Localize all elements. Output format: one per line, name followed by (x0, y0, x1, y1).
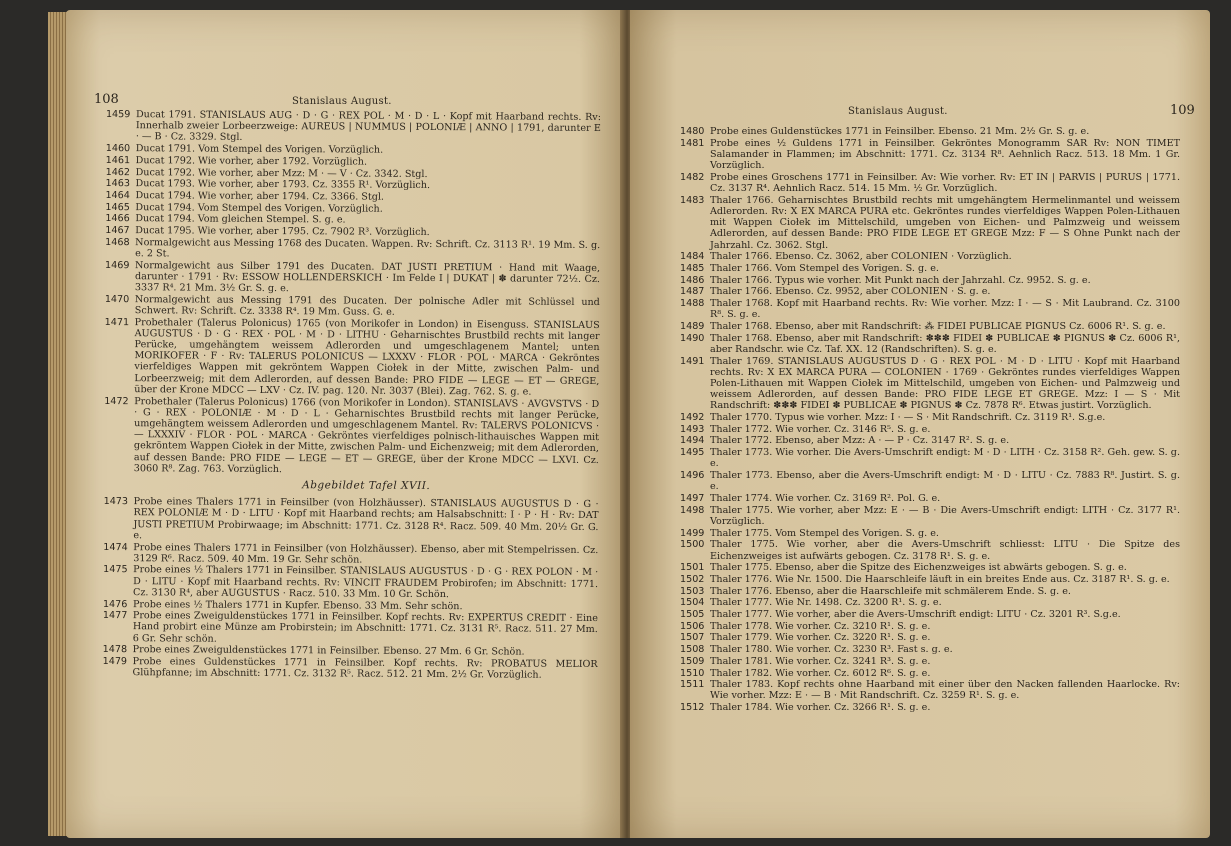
catalog-entry (680, 505, 1180, 527)
entry-number: 1500 (680, 539, 705, 551)
catalog-entry (680, 251, 1180, 262)
entry-number: 1469 (105, 259, 130, 271)
catalog-entry (680, 597, 1180, 608)
catalog-entry (680, 562, 1180, 573)
catalog-entry (680, 702, 1180, 713)
entry-text: Thaler 1766. Ebenso. Cz. 9952, aber COLONIEN · S. g. e. (710, 286, 991, 298)
entry-text: Thaler 1774. Wie vorher. Cz. 3169 R². Pol. G. e. (710, 493, 941, 504)
catalog-entry (680, 424, 1180, 435)
entry-text: Thaler 1776. Wie Nr. 1500. Die Haarschleife läuft in ein breites Ende aus. Cz. 3187 R¹. S. g. e. (710, 573, 1170, 585)
catalog-entry (680, 275, 1180, 286)
entry-text: Ducat 1791. STANISLAUS AUG · D · G · REX POL · M · D · L · Kopf mit Haarband rechts. Rv: Innerhalb zweier Lorbeerzweige: AUREUS | NUMMUS | POLONIÆ | ANNO | 1791, darunter E · — B · Cz. 3329. Stgl. (135, 109, 601, 144)
catalog-entry (680, 574, 1180, 585)
entry-text: Probe eines ½ Thalers 1771 in Kupfer. Ebenso. 33 Mm. Sehr schön. (132, 598, 463, 612)
catalog-entry (105, 237, 600, 262)
catalog-entry (680, 493, 1180, 504)
entry-text: Thaler 1766. Vom Stempel des Vorigen. S. g. e. (710, 262, 939, 274)
left-entry-list (103, 109, 601, 682)
entry-number: 1494 (680, 435, 705, 447)
catalog-entry (104, 317, 599, 398)
entry-number: 1506 (680, 620, 705, 632)
entry-text: Ducat 1792. Wie vorher, aber 1792. Vorzüglich. (135, 154, 368, 168)
entry-text: Ducat 1791. Vom Stempel des Vorigen. Vorzüglich. (135, 143, 384, 156)
catalog-entry (680, 609, 1180, 620)
entry-text: Thaler 1776. Ebenso, aber die Haarschleife mit schmälerem Ende. S. g. e. (710, 585, 1071, 597)
entry-number: 1476 (102, 598, 128, 610)
catalog-entry (680, 539, 1180, 561)
entry-number: 1510 (680, 667, 705, 679)
entry-text: Thaler 1781. Wie vorher. Cz. 3241 R³. S. g. e. (710, 655, 931, 667)
catalog-entry (680, 412, 1180, 423)
entry-text: Thaler 1772. Wie vorher. Cz. 3146 R⁵. S. g. e. (710, 423, 931, 435)
entry-number: 1468 (105, 236, 130, 248)
catalog-entry (680, 286, 1180, 297)
entry-number: 1493 (680, 423, 705, 435)
catalog-entry (680, 126, 1180, 137)
catalog-entry (103, 564, 598, 601)
catalog-entry (680, 172, 1180, 194)
plate-caption: Abgebildet Tafel XVII. (302, 479, 431, 492)
entry-number: 1498 (680, 504, 705, 516)
catalog-entry (680, 447, 1180, 469)
catalog-entry (680, 298, 1180, 320)
catalog-entry (105, 294, 600, 319)
entry-number: 1477 (102, 610, 128, 622)
entry-number: 1470 (104, 293, 130, 305)
entry-number: 1459 (105, 109, 131, 121)
entry-number: 1472 (104, 395, 129, 407)
entry-text: Thaler 1775. Wie vorher, aber die Avers-Umschrift schliesst: LITU · Die Spitze des Eichenzweiges ist aufwärts gebogen. Cz. 3178 R¹. S. g. e. (710, 539, 1180, 562)
entry-text: Normalgewicht aus Messing 1791 des Ducaten. Der polnische Adler mit Schlüssel und Schwert. Rv: Schrift. Cz. 3338 R⁴. 19 Mm. Guss. G. e. (134, 293, 600, 318)
right-page-number: 109 (1170, 103, 1195, 118)
entry-text: Probe eines Guldenstückes 1771 in Feinsilber. Kopf rechts. Rv: PROBATUS MELIOR Glühpfanne; im Abschnitt: 1771. Cz. 3132 R⁵. Racz. 512. 21 Mm. 2½ Gr. Vorzüglich. (132, 656, 598, 681)
catalog-entry (103, 542, 598, 567)
catalog-entry (680, 356, 1180, 412)
entry-number: 1463 (105, 178, 130, 190)
entry-text: Probethaler (Talerus Polonicus) 1766 (von Morikofer in London). STANISLAVS · AVGVSTVS · D · G · REX · POLONIÆ · M · D · L · Geharnischtes Brustbild rechts mit langer Perücke, umgehängtem weissem Adlerorden und umgeschlagenem Mantel. Rv: TALERVS POLONICVS · — LXXXIV · FLOR · POL · MARCA · Gekröntes vierfeldiges polnisch-lithauisches Wappen mit gekröntem Wappen Ciołek in der Mitte, zwischen Palm- und Eichenzweig; mit dem Adlerorden, auf dessen Bande: PRO FIDE — LEGE — ET — GREGE, über der Krone MDCC — LXVI. Cz. 3060 R⁸. Zag. 763. Vorzüglich. (133, 395, 600, 475)
entry-number: 1508 (680, 644, 705, 656)
entry-text: Thaler 1782. Wie vorher. Cz. 6012 R⁶. S. g. e. (710, 667, 931, 679)
entry-number: 1485 (680, 262, 705, 274)
catalog-entry (680, 263, 1180, 274)
catalog-entry (106, 109, 601, 146)
entry-number: 1496 (680, 470, 705, 482)
entry-text: Probe eines Zweiguldenstückes 1771 in Feinsilber. Kopf rechts. Rv: EXPERTUS CREDIT · Eine Hand probirt eine Münze am Probirstein; im Abschnitt: 1771. Cz. 3131 R⁵. Racz. 511. 27 Mm. 6 Gr. Sehr schön. (132, 610, 598, 645)
entry-text: Thaler 1773. Wie vorher. Die Avers-Umschrift endigt: M · D · LITH · Cz. 3158 R². Geh. gew. S. g. e. (710, 447, 1180, 470)
catalog-entry (103, 496, 598, 544)
right-running-head: Stanislaus August. (848, 106, 948, 117)
entry-number: 1501 (680, 562, 705, 574)
entry-text: Thaler 1769. STANISLAUS AUGUSTUS D · G · REX POL · M · D · LITU · Kopf mit Haarband rechts. Rv: X EX MARCA PURA — COLONIEN · 1769 · Gekröntes rundes vierfeldiges Wappen Polen-Lithauen mit Wappen Ciołek im Mittelschild, umgeben von Eichen- und Palmzweig und weissem Adlerorden, auf dessen Bande: PRO FIDE LEGE ET GREGE. Mzz: I — S · Mit Randschrift: ✽✽✽ FIDEI ✽ PUBLICAE ✽ PIGNUS ✽ Cz. 7878 R⁶. Etwas justirt. Vorzüglich. (710, 355, 1180, 412)
entry-number: 1499 (680, 527, 705, 539)
entry-text: Thaler 1766. Typus wie vorher. Mit Punkt nach der Jahrzahl. Cz. 9952. S. g. e. (710, 274, 1091, 286)
entry-text: Ducat 1794. Vom Stempel des Vorigen. Vorzüglich. (135, 201, 383, 215)
right-page (630, 10, 1210, 838)
entry-number: 1462 (105, 166, 131, 178)
entry-text: Thaler 1775. Wie vorher, aber Mzz: E · — B · Die Avers-Umschrift endigt: LITH · Cz. 3177 R¹. Vorzüglich. (710, 504, 1180, 527)
entry-number: 1495 (680, 447, 705, 459)
catalog-entry (680, 656, 1180, 667)
entry-text: Thaler 1777. Wie vorher, aber die Avers-Umschrift endigt: LITU · Cz. 3201 R³. S.g.e. (710, 609, 1121, 621)
entry-text: Ducat 1795. Wie vorher, aber 1795. Cz. 7902 R³. Vorzüglich. (135, 225, 430, 239)
entry-number: 1490 (680, 332, 705, 344)
entry-number: 1491 (680, 355, 705, 367)
entry-number: 1507 (680, 632, 705, 644)
entry-text: Thaler 1777. Wie Nr. 1498. Cz. 3200 R¹. S. g. e. (710, 597, 942, 609)
entry-number: 1464 (105, 189, 130, 202)
right-entry-list (680, 126, 1180, 714)
entry-text: Thaler 1770. Typus wie vorher. Mzz: I · — S · Mit Randschrift. Cz. 3119 R¹. S.g.e. (710, 412, 1106, 424)
entry-text: Ducat 1792. Wie vorher, aber Mzz: M · — V · Cz. 3342. Stgl. (135, 166, 428, 180)
left-page-number: 108 (94, 92, 119, 107)
entry-number: 1489 (680, 320, 705, 332)
catalog-entry (680, 333, 1180, 355)
entry-number: 1475 (103, 564, 128, 576)
catalog-entry (680, 668, 1180, 679)
entry-text: Probethaler (Talerus Polonicus) 1765 (von Morikofer in London) in Eisenguss. STANISLAUS AUGUSTUS · D · G · REX · POL · M · D · LITHU · Geharnischtes Brustbild rechts mit langer Perücke, umgehängtem weissem Adlerorden und umgeschlagenem Mantel; unten MORIKOFER · F · Rv: TALERUS POLONICUS — LXXXV · FLOR · POL · MARCA · Gekröntes vierfeldiges Wappen mit gekröntem Wappen Ciołek in der Mitte, zwischen Palm- und Lorbeerzweig; mit dem Adlerorden, auf dessen Bande: PRO FIDE — LEGE — ET — GREGE, über der Krone MDCC — LXV · Cz. IV. pag. 120. Nr. 3037 (Blei). Zag. 762. S. g. e. (134, 316, 600, 398)
entry-number: 1479 (102, 656, 128, 668)
entry-text: Probe eines Guldenstückes 1771 in Feinsilber. Ebenso. 21 Mm. 2½ Gr. S. g. e. (710, 126, 1090, 137)
entry-number: 1492 (680, 412, 705, 424)
catalog-entry (680, 528, 1180, 539)
entry-text: Ducat 1793. Wie vorher, aber 1793. Cz. 3355 R¹. Vorzüglich. (135, 178, 431, 192)
entry-text: Thaler 1768. Ebenso, aber mit Randschrift: ⁂ FIDEI PUBLICAE PIGNUS Cz. 6006 R¹. S. g. e. (710, 320, 1166, 332)
entry-text: Probe eines Groschens 1771 in Feinsilber. Av: Wie vorher. Rv: ET IN | PARVIS | PURUS | 1771. Cz. 3137 R⁴. Aehnlich Racz. 514. 15 Mm. ½ Gr. Vorzüglich. (710, 171, 1180, 195)
entry-text: Thaler 1775. Ebenso, aber die Spitze des Eichenzweiges ist abwärts gebogen. S. g. e. (710, 562, 1127, 574)
catalog-entry (680, 138, 1180, 172)
entry-text: Thaler 1766. Ebenso. Cz. 3062, aber COLONIEN · Vorzüglich. (710, 251, 1012, 263)
entry-text: Probe eines Zweiguldenstückes 1771 in Feinsilber. Ebenso. 27 Mm. 6 Gr. Schön. (132, 644, 525, 658)
entry-text: Thaler 1772. Ebenso, aber Mzz: A · — P · Cz. 3147 R². S. g. e. (710, 435, 1010, 447)
entry-number: 1487 (680, 286, 705, 298)
entry-number: 1478 (102, 644, 128, 656)
entry-text: Probe eines Thalers 1771 in Feinsilber (von Holzhäusser). Ebenso, aber mit Stempelrissen. Cz. 3129 R⁶. Racz. 509. 40 Mm. 19 Gr. Sehr schön. (133, 541, 599, 566)
entry-number: 1466 (105, 213, 130, 225)
entry-number: 1484 (680, 251, 705, 263)
book-page-edges (48, 12, 68, 836)
entry-number: 1465 (105, 201, 130, 213)
entry-number: 1481 (680, 137, 705, 149)
entry-text: Thaler 1768. Ebenso, aber mit Randschrift: ✽✽✽ FIDEI ✽ PUBLICAE ✽ PIGNUS ✽ Cz. 6006 R¹, aber Randschr. wie Cz. Taf. XX. 12 (Randschriften). S. g. e. (710, 332, 1180, 355)
entry-text: Thaler 1784. Wie vorher. Cz. 3266 R¹. S. g. e. (710, 702, 931, 714)
entry-number: 1471 (104, 316, 130, 328)
entry-number: 1461 (105, 154, 131, 166)
entry-text: Thaler 1779. Wie vorher. Cz. 3220 R¹. S. g. e. (710, 632, 931, 644)
entry-number: 1488 (680, 298, 705, 310)
entry-number: 1503 (680, 585, 705, 597)
catalog-entry (103, 656, 598, 681)
catalog-entry (680, 435, 1180, 446)
entry-text: Thaler 1766. Geharnischtes Brustbild rechts mit umgehängtem Hermelinmantel und weissem Adlerorden. Rv: X EX MARCA PURA etc. Gekröntes rundes vierfeldiges Wappen Polen-Lithauen mit Wappen Ciołek im Mittelschild, umgeben von Eichen- und Palmzweig und weissem Adlerorden, auf dessen Bande: PRO FIDE LEGE ET GREGE Mzz: F — S Ohne Punkt nach der Jahrzahl. Cz. 3062. Stgl. (710, 194, 1180, 251)
entry-text: Thaler 1780. Wie vorher. Cz. 3230 R³. Fast s. g. e. (710, 644, 953, 656)
catalog-entry (680, 470, 1180, 492)
entry-text: Probe eines Thalers 1771 in Feinsilber (von Holzhäusser). STANISLAUS AUGUSTUS D · G · REX POLONIÆ M · D · LITU · Kopf mit Haarband rechts; am Halsabschnitt: I · P · H · Rv: DAT JUSTI PRETIUM Probirwaage; im Abschnitt: 1771. Cz. 3128 R⁴. Racz. 509. 40 Mm. 20½ Gr. G. e. (133, 496, 599, 542)
entry-text: Probe eines ½ Thalers 1771 in Feinsilber. STANISLAUS AUGUSTUS · D · G · REX POLON · M · D · LITU · Kopf mit Haarband rechts. Rv: VINCIT FRAUDEM Probirofen; im Abschnitt: 1771. Cz. 3130 R⁴, aber AUGUSTUS · Racz. 510. 33 Mm. 10 Gr. Schön. (133, 564, 599, 600)
entry-text: Thaler 1768. Kopf mit Haarband rechts. Rv: Wie vorher. Mzz: I · — S · Mit Laubrand. Cz. 3100 R⁸. S. g. e. (710, 298, 1180, 321)
catalog-entry (680, 321, 1180, 332)
entry-number: 1504 (680, 597, 705, 609)
catalog-entry (680, 644, 1180, 655)
catalog-entry (105, 260, 600, 297)
entry-number: 1502 (680, 573, 705, 585)
entry-text: Thaler 1783. Kopf rechts ohne Haarband mit einer über den Nacken fallenden Haarlocke. Rv: Wie vorher. Mzz: E · — B · Mit Randschrift. Cz. 3259 R¹. S. g. e. (710, 679, 1180, 702)
entry-number: 1509 (680, 655, 705, 667)
catalog-entry (103, 610, 598, 647)
entry-number: 1483 (680, 194, 705, 206)
catalog-entry (680, 195, 1180, 251)
entry-text: Thaler 1778. Wie vorher. Cz. 3210 R¹. S. g. e. (710, 620, 931, 632)
entry-text: Thaler 1773. Ebenso, aber die Avers-Umschrift endigt: M · D · LITU · Cz. 7883 R⁸. Justirt. S. g. e. (710, 470, 1180, 493)
entry-number: 1467 (105, 225, 130, 237)
entry-text: Normalgewicht aus Silber 1791 des Ducaten. DAT JUSTI PRETIUM · Hand mit Waage, darunter · 1791 · Rv: ESSOW HOLLENDERSKICH · Im Felde I | DUKAT | ✽ darunter 72½. Cz. 3337 R⁴. 21 Mm. 3½ Gr. S. g. e. (134, 259, 601, 295)
entry-number: 1474 (103, 541, 128, 553)
entry-text: Probe eines ½ Guldens 1771 in Feinsilber. Gekröntes Monogramm SAR Rv: NON TIMET Salamander in Flammen; im Abschnitt: 1771. Cz. 3134 R⁸. Aehnlich Racz. 513. 18 Mm. 1 Gr. Vorzüglich. (710, 137, 1180, 172)
entry-number: 1486 (680, 274, 705, 286)
left-running-head: Stanislaus August. (292, 96, 392, 107)
entry-number: 1512 (680, 702, 705, 714)
entry-number: 1511 (680, 679, 705, 691)
entry-number: 1480 (680, 126, 705, 137)
entry-number: 1497 (680, 493, 705, 504)
catalog-entry (680, 621, 1180, 632)
entry-number: 1460 (105, 143, 131, 155)
entry-text: Ducat 1794. Wie vorher, aber 1794. Cz. 3366. Stgl. (135, 190, 385, 203)
entry-text: Ducat 1794. Vom gleichen Stempel. S. g. e. (135, 213, 346, 226)
entry-number: 1505 (680, 609, 705, 621)
catalog-entry (680, 586, 1180, 597)
catalog-entry (104, 396, 599, 477)
catalog-entry (680, 679, 1180, 701)
entry-text: Thaler 1775. Vom Stempel des Vorigen. S. g. e. (710, 527, 939, 539)
entry-number: 1473 (103, 496, 129, 508)
left-page (66, 10, 624, 838)
entry-text: Normalgewicht aus Messing 1768 des Ducaten. Wappen. Rv: Schrift. Cz. 3113 R¹. 19 Mm. S. g. e. 2 St. (135, 236, 601, 260)
entry-number: 1482 (680, 171, 705, 183)
catalog-entry (680, 632, 1180, 643)
